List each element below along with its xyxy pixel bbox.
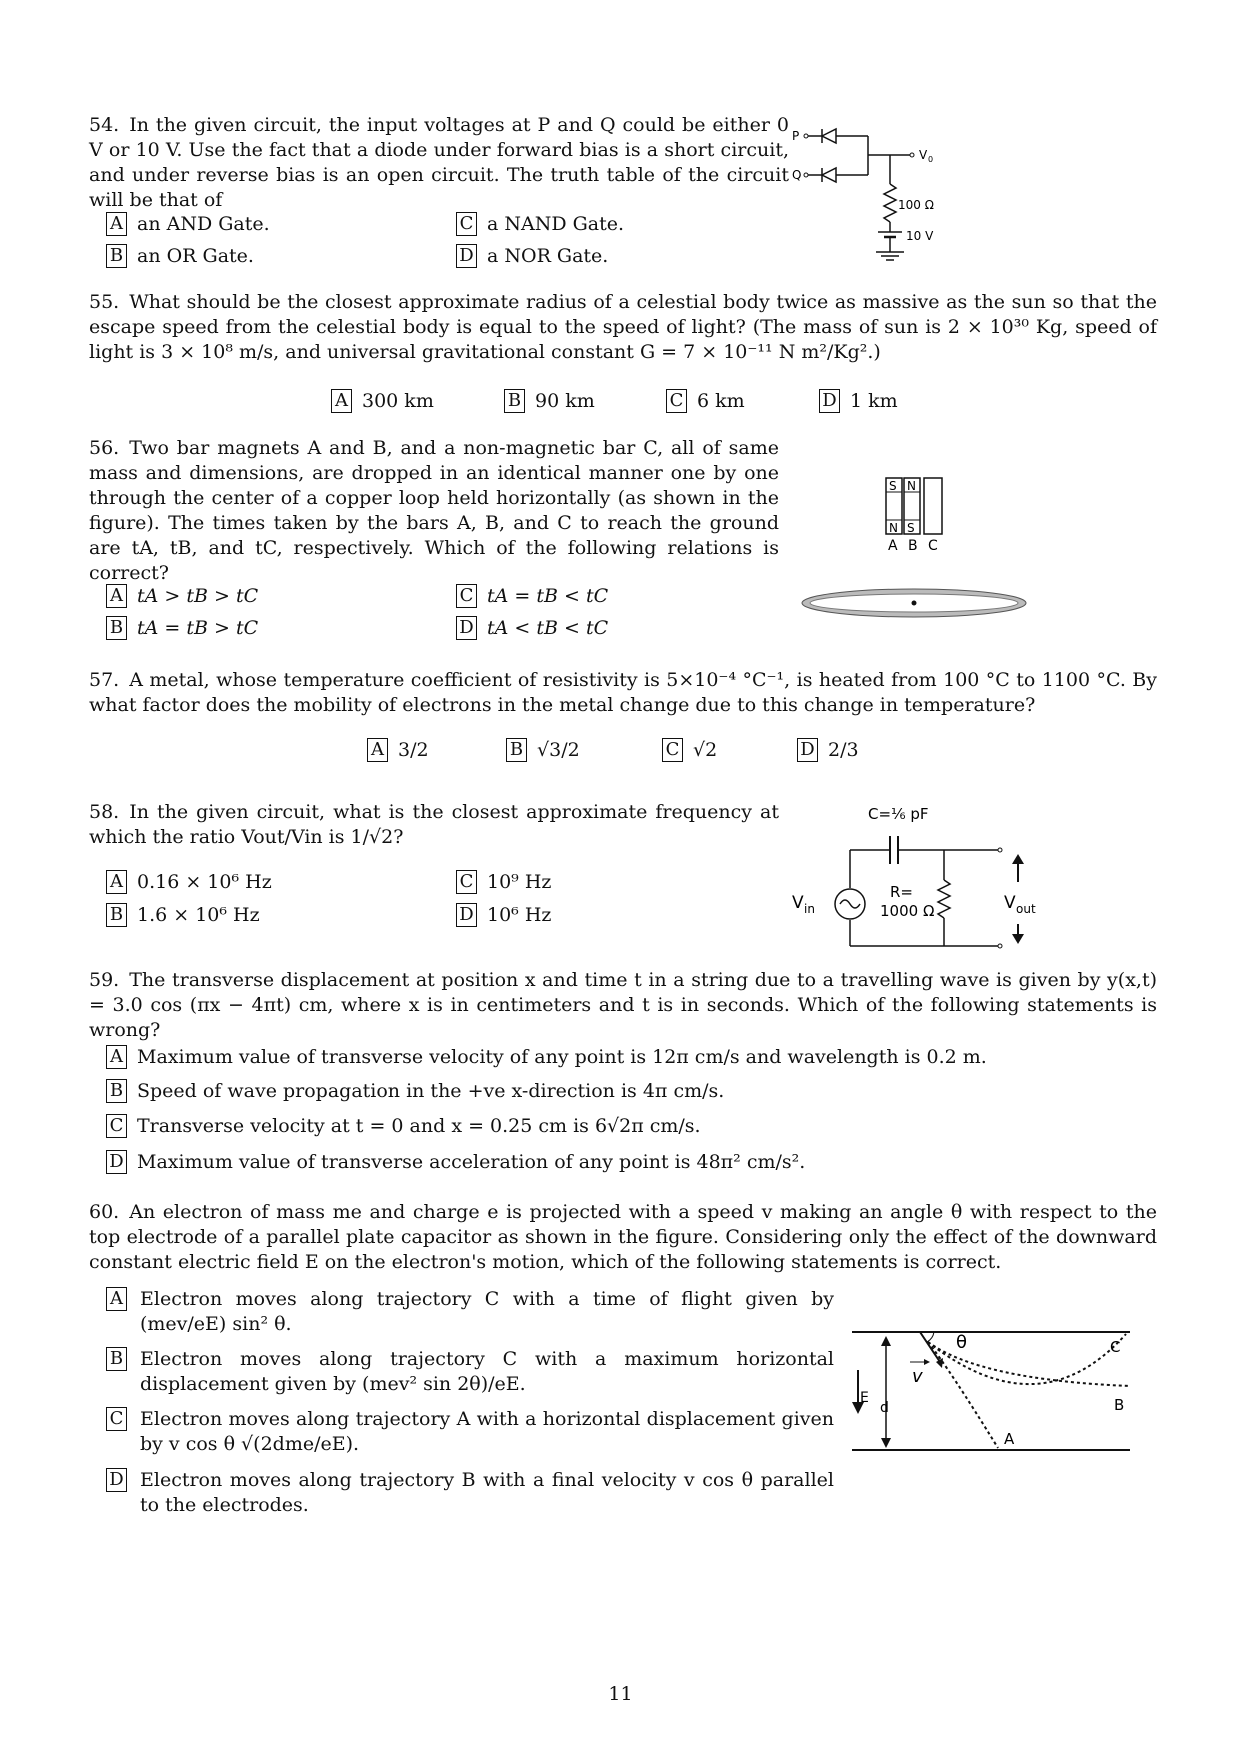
question-55 (89, 290, 1157, 365)
option-d[interactable]: D 10⁶ Hz (456, 901, 551, 928)
page-number: 11 (608, 1683, 633, 1705)
question-text: A metal, whose temperature coefficient of resistivity is 5×10⁻⁴ °C⁻¹, is heated from 100 °C to 1100 °C. By what factor does the mobility of electrons in the metal change due to this change in temperature? (89, 669, 1157, 716)
question-text: The transverse displacement at position x and time t in a string due to a travelling wave is given by y(x,t) = 3.0 cos (πx − 4πt) cm, where x is in centimeters and t is in seconds. Which of the following statements is wrong? (89, 969, 1157, 1041)
label-q: Q (792, 168, 802, 182)
label-resistor: 100 Ω (898, 198, 934, 212)
label-p: P (792, 129, 800, 143)
question-57 (89, 668, 1157, 718)
question-number: 59. (89, 969, 120, 991)
option-a[interactable]: A 3/2 (367, 736, 429, 763)
option-b[interactable]: B an OR Gate. (106, 242, 254, 269)
option-d[interactable]: D Maximum value of transverse acceleration of any point is 48π² cm/s². (106, 1148, 805, 1175)
question-number: 58. (89, 801, 120, 823)
label-vout: V (1004, 893, 1016, 913)
option-b[interactable]: B 90 km (504, 387, 595, 414)
question-text: What should be the closest approximate radius of a celestial body twice as massive as the sun so that the escape speed from the celestial body is equal to the speed of light? (The mass of sun is 2 × 10³⁰ Kg, speed of light is 3 × 10⁸ m/s, and universal gravitational constant G = 7 × 10⁻¹¹ N m²/Kg².) (89, 291, 1157, 363)
option-b[interactable]: B tA = tB > tC (106, 614, 258, 641)
question-number: 56. (89, 437, 120, 459)
rc-circuit-figure (790, 800, 1050, 964)
option-a[interactable]: A an AND Gate. (106, 210, 270, 237)
option-c[interactable]: C Transverse velocity at t = 0 and x = 0.25 cm is 6√2π cm/s. (106, 1112, 701, 1139)
label-trajectory-a: A (1004, 1430, 1015, 1448)
label-battery: 10 V (906, 229, 934, 243)
question-number: 55. (89, 291, 120, 313)
option-d[interactable]: D tA < tB < tC (456, 614, 608, 641)
label-vout-sub: out (1016, 902, 1036, 916)
label-v0-sub: 0 (928, 155, 934, 164)
magnet-a-top: S (889, 479, 897, 493)
option-a[interactable]: A Maximum value of transverse velocity of any point is 12π cm/s and wavelength is 0.2 m. (106, 1043, 987, 1070)
magnets-loop-figure (800, 470, 1040, 634)
option-c[interactable]: C √2 (662, 736, 717, 763)
option-a[interactable]: A tA > tB > tC (106, 582, 258, 609)
question-text: In the given circuit, what is the closest approximate frequency at which the ratio Vout/Vin is 1/√2? (89, 801, 779, 848)
option-c[interactable]: C a NAND Gate. (456, 210, 624, 237)
question-54 (89, 113, 789, 213)
label-trajectory-b: B (1114, 1396, 1125, 1414)
magnet-a-bottom: N (889, 521, 898, 535)
option-c[interactable]: C Electron moves along trajectory A with a horizontal displacement given by v cos θ √(2dme/eE). (106, 1407, 834, 1457)
label-v0: V (919, 148, 928, 162)
option-b[interactable]: B √3/2 (506, 736, 580, 763)
option-d[interactable]: D a NOR Gate. (456, 242, 608, 269)
option-a[interactable]: A 300 km (331, 387, 434, 414)
magnet-b-top: N (907, 479, 916, 493)
question-60 (89, 1200, 1157, 1275)
diode-circuit-figure (790, 122, 970, 286)
option-a[interactable]: A 0.16 × 10⁶ Hz (106, 868, 272, 895)
option-d[interactable]: D Electron moves along trajectory B with a final velocity v cos θ parallel to the electrodes. (106, 1468, 834, 1518)
label-a: A (888, 538, 898, 554)
magnet-b-bottom: S (907, 521, 915, 535)
question-number: 54. (89, 114, 120, 136)
option-c[interactable]: C tA = tB < tC (456, 582, 608, 609)
label-resistor-1: R= (890, 883, 913, 901)
option-d[interactable]: D 2/3 (797, 736, 859, 763)
label-resistor-2: 1000 Ω (880, 902, 935, 920)
question-text: Two bar magnets A and B, and a non-magnetic bar C, all of same mass and dimensions, are dropped in an identical manner one by one through the center of a copper loop held horizontally (as shown in the figure). The times taken by the bars A, B, and C to reach the ground are tA, tB, and tC, respectively. Which of the following relations is correct? (89, 437, 779, 584)
option-b[interactable]: B 1.6 × 10⁶ Hz (106, 901, 260, 928)
label-vin-sub: in (804, 902, 815, 916)
label-vin: V (792, 893, 804, 913)
capacitor-trajectory-figure (840, 1320, 1140, 1474)
question-59 (89, 968, 1157, 1043)
option-b[interactable]: B Electron moves along trajectory C with a maximum horizontal displacement given by (mev² sin 2θ)/eE. (106, 1347, 834, 1397)
label-b: B (908, 538, 918, 554)
option-c[interactable]: C 10⁹ Hz (456, 868, 551, 895)
question-text: An electron of mass me and charge e is projected with a speed v making an angle θ with respect to the top electrode of a parallel plate capacitor as shown in the figure. Considering only the effect of the downward constant electric field E on the electron's motion, which of the following statements is correct. (89, 1201, 1157, 1273)
question-number: 60. (89, 1201, 120, 1223)
question-56 (89, 436, 779, 586)
question-number: 57. (89, 669, 120, 691)
label-capacitor: C=⅙ pF (868, 805, 929, 823)
label-field: E (860, 1390, 869, 1406)
question-text: In the given circuit, the input voltages at P and Q could be either 0 V or 10 V. Use the fact that a diode under forward bias is a short circuit, and under reverse bias is an open circuit. The truth table of the circuit will be that of (89, 114, 789, 211)
option-c[interactable]: C 6 km (666, 387, 745, 414)
label-angle: θ (956, 1332, 968, 1353)
label-distance: d (880, 1400, 889, 1416)
label-speed: v (912, 1366, 923, 1387)
option-a[interactable]: A Electron moves along trajectory C with a time of flight given by (mev/eE) sin² θ. (106, 1287, 834, 1337)
question-58 (89, 800, 779, 850)
label-c: C (928, 538, 938, 554)
label-trajectory-c: C (1110, 1338, 1121, 1356)
option-b[interactable]: B Speed of wave propagation in the +ve x-direction is 4π cm/s. (106, 1077, 724, 1104)
option-d[interactable]: D 1 km (819, 387, 898, 414)
